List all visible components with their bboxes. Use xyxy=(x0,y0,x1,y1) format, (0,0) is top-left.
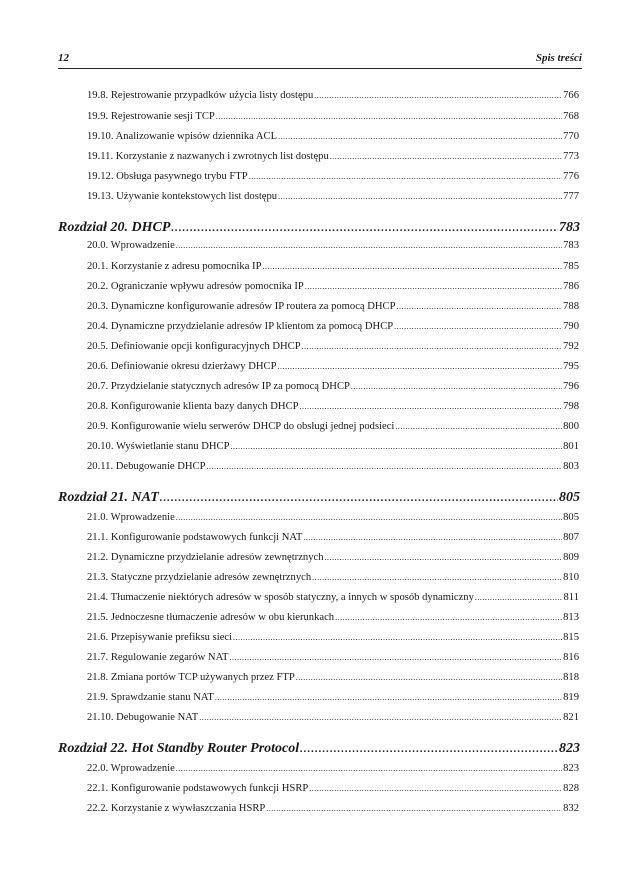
dot-leader xyxy=(300,741,558,757)
toc-entry xyxy=(87,240,579,251)
entry-title xyxy=(87,612,334,623)
toc-page-number: 821 xyxy=(563,712,579,723)
toc-entry xyxy=(87,90,579,101)
toc-number: 19.13. xyxy=(87,191,114,202)
dot-leader xyxy=(278,131,562,142)
toc-page-number: 805 xyxy=(563,512,579,523)
toc-entry xyxy=(87,151,579,162)
chapter-title xyxy=(58,490,159,506)
toc-page-number: 798 xyxy=(563,401,579,412)
toc-title: Statyczne przydzielanie adresów zewnętrznych xyxy=(110,572,312,583)
toc-entry xyxy=(87,692,579,703)
entry-title xyxy=(87,341,301,352)
toc-number: 20.11. xyxy=(87,461,114,472)
toc-number: Rozdział 20. xyxy=(58,220,129,235)
toc-number: Rozdział 21. xyxy=(58,490,129,505)
toc-page-number: 800 xyxy=(563,421,579,432)
toc-title: Przepisywanie prefiksu sieci xyxy=(110,632,233,643)
toc-title: Sprawdzanie stanu NAT xyxy=(110,692,214,703)
dot-leader xyxy=(395,421,562,432)
entry-title xyxy=(87,301,396,312)
toc-page-number: 828 xyxy=(563,783,579,794)
entry-title xyxy=(87,712,198,723)
dot-leader xyxy=(394,321,562,332)
dot-leader xyxy=(230,652,563,663)
toc-number: 19.8. xyxy=(87,90,109,101)
dot-leader xyxy=(233,632,562,643)
toc-page-number: 773 xyxy=(563,151,579,162)
toc-page-number: 786 xyxy=(563,281,579,292)
toc-number: 20.6. xyxy=(87,361,109,372)
toc-title: Wyświetlanie stanu DHCP xyxy=(115,441,230,452)
toc-title: Ograniczanie wpływu adresów pomocnika IP xyxy=(110,281,304,292)
toc-entry xyxy=(87,763,579,774)
toc-title: Konfigurowanie podstawowych funkcji HSRP xyxy=(110,783,309,794)
entry-title xyxy=(87,692,214,703)
toc-page-number: 783 xyxy=(563,240,579,251)
entry-title xyxy=(87,512,175,523)
toc-number: 21.1. xyxy=(87,532,109,543)
dot-leader xyxy=(305,281,562,292)
toc-number: 20.5. xyxy=(87,341,109,352)
toc-title: NAT xyxy=(131,490,159,505)
toc-number: 21.9. xyxy=(87,692,109,703)
toc-number: 20.4. xyxy=(87,321,109,332)
dot-leader xyxy=(397,301,563,312)
toc-number: 21.0. xyxy=(87,512,109,523)
entry-title xyxy=(87,803,265,814)
toc-number: 21.6. xyxy=(87,632,109,643)
entry-title xyxy=(87,461,206,472)
toc-title: Wprowadzenie xyxy=(110,763,175,774)
entry-title xyxy=(87,361,276,372)
dot-leader xyxy=(216,111,562,122)
toc-page-number: 785 xyxy=(563,261,579,272)
entry-title xyxy=(87,131,277,142)
toc-page-number: 818 xyxy=(563,672,579,683)
entry-title xyxy=(87,401,299,412)
toc-page-number: 803 xyxy=(563,461,579,472)
toc-entry xyxy=(87,552,579,563)
dot-leader xyxy=(277,361,562,372)
toc-entry xyxy=(87,171,579,182)
entry-title xyxy=(87,592,474,603)
toc-entry xyxy=(87,803,579,814)
toc-title: Konfigurowanie wielu serwerów DHCP do obsługi jednej podsieci xyxy=(110,421,395,432)
toc-number: Rozdział 22. xyxy=(58,741,129,756)
entry-title xyxy=(87,191,277,202)
toc-page-number: 801 xyxy=(563,441,579,452)
chapter-title xyxy=(58,741,299,757)
toc-entry xyxy=(87,712,579,723)
toc-entry xyxy=(87,421,579,432)
toc-entry xyxy=(87,632,579,643)
toc-page-number: 823 xyxy=(563,763,579,774)
toc-page-number: 768 xyxy=(563,111,579,122)
toc-title: Korzystanie z wywłaszczania HSRP xyxy=(110,803,266,814)
toc-number: 21.8. xyxy=(87,672,109,683)
toc-page-number: 811 xyxy=(563,592,579,603)
toc-title: Debugowanie DHCP xyxy=(115,461,206,472)
toc-number: 20.3. xyxy=(87,301,109,312)
toc-entry xyxy=(87,191,579,202)
dot-leader xyxy=(160,490,558,506)
toc-entry xyxy=(87,783,579,794)
entry-title xyxy=(87,261,261,272)
toc-page-number: 810 xyxy=(563,572,579,583)
page-number: 12 xyxy=(58,52,69,64)
toc-number: 21.4. xyxy=(87,592,109,603)
toc-chapter xyxy=(58,741,580,757)
entry-title xyxy=(87,321,393,332)
entry-title xyxy=(87,171,248,182)
toc-entry xyxy=(87,381,579,392)
toc-page-number: 777 xyxy=(563,191,579,202)
toc-number: 20.0. xyxy=(87,240,109,251)
dot-leader xyxy=(351,381,562,392)
toc-title: Regulowanie zegarów NAT xyxy=(110,652,229,663)
toc-title: Korzystanie z nazwanych i zwrotnych list dostępu xyxy=(115,151,329,162)
dot-leader xyxy=(302,341,563,352)
dot-leader xyxy=(176,763,562,774)
toc-number: 20.8. xyxy=(87,401,109,412)
toc-page-number: 823 xyxy=(559,741,580,756)
toc-title: Wprowadzenie xyxy=(110,240,175,251)
toc-title: Dynamiczne przydzielanie adresów IP klientom za pomocą DHCP xyxy=(110,321,394,332)
entry-title xyxy=(87,572,311,583)
toc-title: Konfigurowanie podstawowych funkcji NAT xyxy=(110,532,303,543)
toc-number: 22.0. xyxy=(87,763,109,774)
dot-leader xyxy=(176,512,562,523)
toc-number: 20.10. xyxy=(87,441,114,452)
toc-title: Dynamiczne konfigurowanie adresów IP routera za pomocą DHCP xyxy=(110,301,396,312)
entry-title xyxy=(87,381,350,392)
dot-leader xyxy=(207,461,563,472)
toc-page-number: 766 xyxy=(563,90,579,101)
toc-entry xyxy=(87,361,579,372)
dot-leader xyxy=(199,712,562,723)
toc-entry xyxy=(87,532,579,543)
dot-leader xyxy=(330,151,562,162)
toc-entry xyxy=(87,592,579,603)
dot-leader xyxy=(278,191,562,202)
toc-page-number: 776 xyxy=(563,171,579,182)
running-title: Spis treści xyxy=(535,52,582,64)
toc-page-number: 807 xyxy=(563,532,579,543)
dot-leader xyxy=(309,783,562,794)
toc-chapter xyxy=(58,220,580,236)
dot-leader xyxy=(475,592,563,603)
toc-number: 20.1. xyxy=(87,261,109,272)
toc-entry xyxy=(87,321,579,332)
toc-page-number: 805 xyxy=(559,490,580,505)
toc-number: 22.1. xyxy=(87,783,109,794)
entry-title xyxy=(87,441,229,452)
entry-title xyxy=(87,240,175,251)
toc-title: Definiowanie okresu dzierżawy DHCP xyxy=(110,361,277,372)
toc-entry xyxy=(87,281,579,292)
toc-number: 19.10. xyxy=(87,131,114,142)
entry-title xyxy=(87,652,229,663)
toc-page-number: 832 xyxy=(563,803,579,814)
page-header xyxy=(58,52,582,68)
toc-entry xyxy=(87,652,579,663)
toc-entry xyxy=(87,441,579,452)
entry-title xyxy=(87,632,232,643)
entry-title xyxy=(87,672,295,683)
toc-title: Dynamiczne przydzielanie adresów zewnętrznych xyxy=(110,552,324,563)
toc-page-number: 795 xyxy=(563,361,579,372)
toc-title: Rejestrowanie przypadków użycia listy dostępu xyxy=(110,90,314,101)
toc-number: 20.7. xyxy=(87,381,109,392)
entry-title xyxy=(87,151,329,162)
toc-entry xyxy=(87,512,579,523)
toc-title: Analizowanie wpisów dziennika ACL xyxy=(115,131,278,142)
toc-entry xyxy=(87,131,579,142)
toc-page-number: 770 xyxy=(563,131,579,142)
toc-number: 21.2. xyxy=(87,552,109,563)
toc-page-number: 809 xyxy=(563,552,579,563)
header-divider xyxy=(58,68,582,69)
toc-title: Definiowanie opcji konfiguracyjnych DHCP xyxy=(110,341,301,352)
entry-title xyxy=(87,783,308,794)
dot-leader xyxy=(312,572,562,583)
dot-leader xyxy=(249,171,562,182)
toc-entry xyxy=(87,111,579,122)
toc-number: 21.10. xyxy=(87,712,114,723)
toc-title: Jednoczesne tłumaczenie adresów w obu kierunkach xyxy=(110,612,335,623)
toc-title: Korzystanie z adresu pomocnika IP xyxy=(110,261,262,272)
dot-leader xyxy=(230,441,562,452)
dot-leader xyxy=(176,240,562,251)
toc-entry xyxy=(87,461,579,472)
entry-title xyxy=(87,90,313,101)
toc-entry xyxy=(87,341,579,352)
toc-number: 21.3. xyxy=(87,572,109,583)
toc-title: Rejestrowanie sesji TCP xyxy=(110,111,215,122)
entry-title xyxy=(87,552,324,563)
toc-title: Debugowanie NAT xyxy=(116,712,199,723)
toc-title: Wprowadzenie xyxy=(110,512,175,523)
toc-number: 19.11. xyxy=(87,151,114,162)
toc-title: Hot Standby Router Protocol xyxy=(131,741,300,756)
dot-leader xyxy=(171,220,558,236)
toc-title: Obsługa pasywnego trybu FTP xyxy=(116,171,248,182)
toc-page-number: 816 xyxy=(563,652,579,663)
toc-number: 20.2. xyxy=(87,281,109,292)
dot-leader xyxy=(262,261,562,272)
toc-page-number: 783 xyxy=(559,220,580,235)
dot-leader xyxy=(303,532,562,543)
toc-entry xyxy=(87,401,579,412)
dot-leader xyxy=(335,612,562,623)
dot-leader xyxy=(314,90,562,101)
chapter-title xyxy=(58,220,170,236)
toc-page-number: 813 xyxy=(563,612,579,623)
toc-number: 19.9. xyxy=(87,111,109,122)
toc-page-number: 819 xyxy=(563,692,579,703)
toc-title: Używanie kontekstowych list dostępu xyxy=(116,191,278,202)
toc-title: Zmiana portów TCP używanych przez FTP xyxy=(110,672,295,683)
toc-title: DHCP xyxy=(131,220,171,235)
toc-number: 21.7. xyxy=(87,652,109,663)
dot-leader xyxy=(300,401,563,412)
toc-number: 22.2. xyxy=(87,803,109,814)
toc-page-number: 815 xyxy=(563,632,579,643)
toc-chapter xyxy=(58,490,580,506)
toc-number: 21.5. xyxy=(87,612,109,623)
toc-page-number: 790 xyxy=(563,321,579,332)
entry-title xyxy=(87,111,215,122)
toc-entry xyxy=(87,612,579,623)
toc-title: Tłumaczenie niektórych adresów w sposób statyczny, a innych w sposób dynamiczny xyxy=(110,592,474,603)
dot-leader xyxy=(215,692,562,703)
dot-leader xyxy=(325,552,563,563)
entry-title xyxy=(87,763,175,774)
toc-entry xyxy=(87,572,579,583)
dot-leader xyxy=(266,803,562,814)
toc-page-number: 796 xyxy=(563,381,579,392)
toc-title: Przydzielanie statycznych adresów IP za pomocą DHCP xyxy=(110,381,350,392)
toc-number: 19.12. xyxy=(87,171,114,182)
entry-title xyxy=(87,532,302,543)
dot-leader xyxy=(296,672,562,683)
toc-entry xyxy=(87,301,579,312)
toc-page-number: 788 xyxy=(563,301,579,312)
toc-page-number: 792 xyxy=(563,341,579,352)
toc-number: 20.9. xyxy=(87,421,109,432)
entry-title xyxy=(87,281,304,292)
toc-title: Konfigurowanie klienta bazy danych DHCP xyxy=(110,401,299,412)
toc-entry xyxy=(87,261,579,272)
toc-entry xyxy=(87,672,579,683)
entry-title xyxy=(87,421,394,432)
